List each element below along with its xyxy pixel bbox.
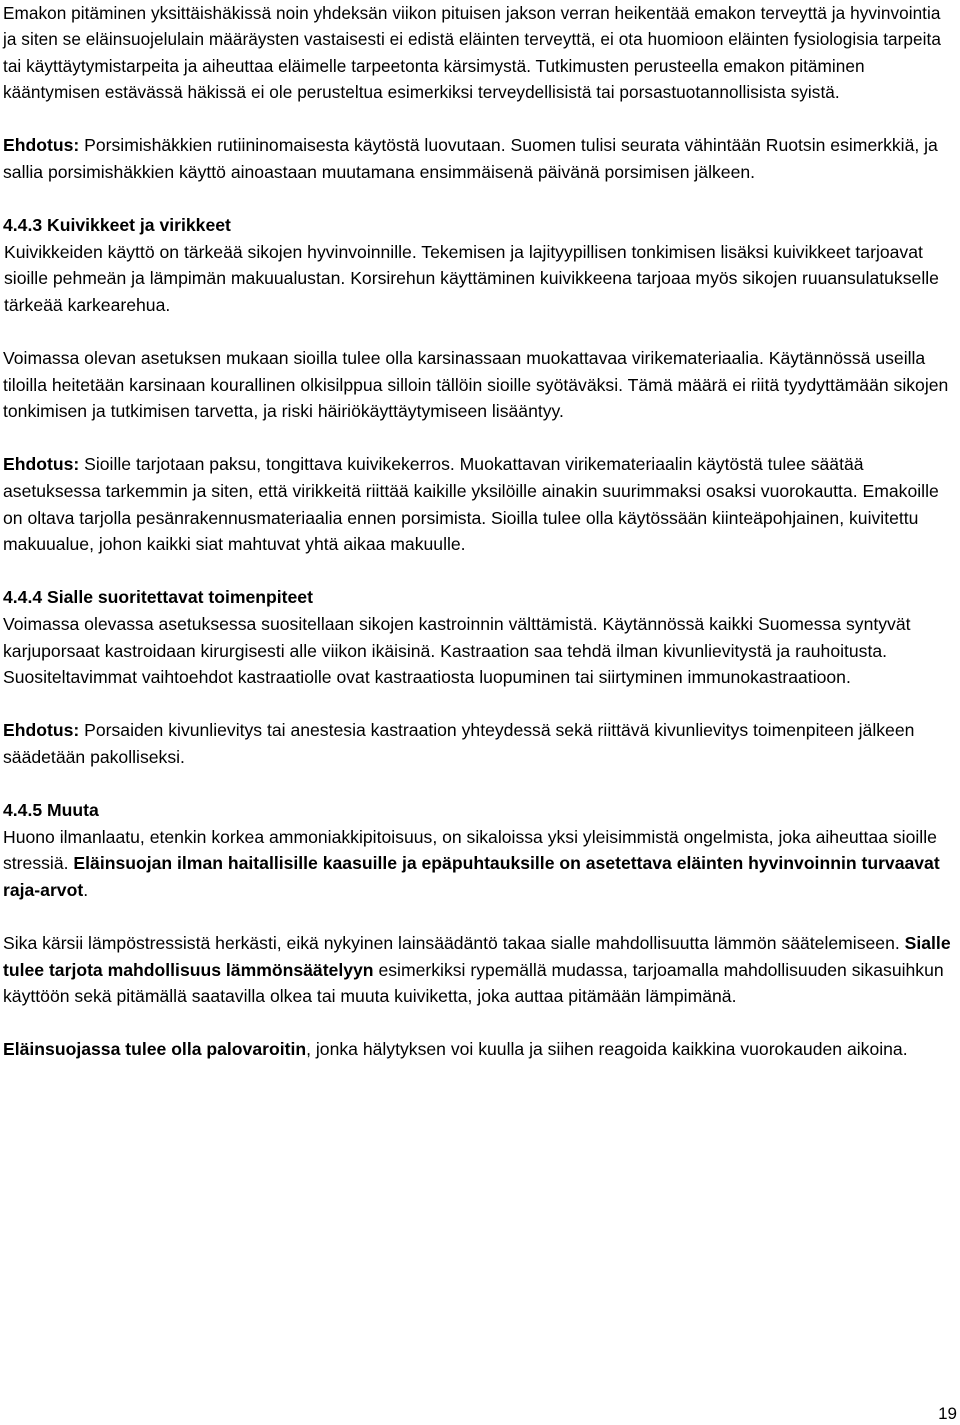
paragraph-fire-alarm bbox=[3, 1036, 955, 1063]
paragraph-air-quality bbox=[3, 824, 955, 904]
paragraph-proposal-bedding bbox=[3, 451, 955, 557]
emphasis-text: Eläinsuojassa tulee olla palovaroitin bbox=[3, 1039, 307, 1060]
section-heading-4-4-5: 4.4.5 Muuta bbox=[3, 800, 99, 821]
proposal-text: Porsimishäkkien rutiininomaisesta käytöstä luovutaan. Suomen tulisi seurata vähintään Ruotsin esimerkkiä, ja sallia porsimishäkkien käyttö ainoastaan muutamana ensimmäisenä päivänä porsimisen jälkeen. bbox=[3, 135, 938, 182]
page-number: 19 bbox=[938, 1404, 957, 1423]
paragraph-proposal-farrowing-cages bbox=[3, 132, 955, 185]
emphasis-text: Sialle tulee tarjota mahdollisuus lämmönsäätelyyn bbox=[3, 933, 951, 980]
spacer bbox=[3, 691, 955, 718]
paragraph-text: . bbox=[83, 879, 89, 900]
paragraph-current-regulation-enrichment: Voimassa olevan asetuksen mukaan sioilla tulee olla karsinassaan muokattavaa virikemateriaalia. Käytännössä useilla tiloilla heitetään karsinaan kourallinen olkisilppua silloin tällöin sioille syötäväksi. Tämä määrä ei riitä tyydyttämään sikojen tonkimisen ja tutkimisen tarvetta, ja riski häiriökäyttäytymiseen lisääntyy. bbox=[3, 347, 949, 422]
paragraph-text: Sika kärsii lämpöstressistä herkästi, eikä nykyinen lainsäädäntö takaa sialle mahdollisuutta lämmön säätelemiseen. bbox=[3, 933, 905, 954]
spacer bbox=[3, 425, 955, 452]
paragraph-text: Huono ilmanlaatu, etenkin korkea ammoniakkipitoisuus, on sikaloissa yksi yleisimmistä ongelmista, joka aiheuttaa sioille stressiä. bbox=[3, 826, 937, 874]
proposal-text: Porsaiden kivunlievitys tai anestesia kastraation yhteydessä sekä riittävä kivunlievitys toimenpiteen jälkeen säädetään pakolliseksi. bbox=[3, 720, 915, 767]
document-page bbox=[3, 0, 955, 1063]
spacer bbox=[3, 185, 955, 212]
proposal-label: Ehdotus: bbox=[3, 135, 80, 156]
spacer bbox=[3, 770, 955, 797]
paragraph-text: , jonka hälytyksen voi kuulla ja siihen reagoida kaikkina vuorokauden aikoina. bbox=[306, 1039, 908, 1060]
spacer bbox=[3, 106, 955, 133]
paragraph-heat-stress bbox=[3, 930, 955, 1010]
spacer bbox=[3, 903, 955, 930]
emphasis-text: Eläinsuojan ilman haitallisille kaasuille ja epäpuhtauksille on asetettava eläinten hyvinvoinnin turvaavat raja-arvot bbox=[3, 853, 940, 900]
spacer bbox=[3, 558, 955, 585]
paragraph-bedding-importance: Kuivikkeiden käyttö on tärkeää sikojen hyvinvoinnille. Tekemisen ja lajityypillisen tonkimisen lisäksi kuivikkeet tarjoavat sioille pehmeän ja lämpimän makuualustan. Korsirehun käyttäminen kuivikkeena tarjoaa myös sikojen ruuansulatukselle tärkeää karkearehua. bbox=[4, 241, 939, 315]
proposal-label: Ehdotus: bbox=[3, 454, 80, 475]
paragraph-castration: Voimassa olevassa asetuksessa suositellaan sikojen kastroinnin välttämistä. Käytännössä kaikki Suomessa syntyvät karjuporsaat kastroidaan kirurgisesti alle viikon ikäisinä. Kastraation saa tehdä ilman kivunlievitystä ja rauhoitusta. Suositeltavimmat vaihtoehdot kastraatiolle ovat kastraatiosta luopuminen tai siirtyminen immunokastraatioon. bbox=[3, 613, 911, 688]
proposal-text: Sioille tarjotaan paksu, tongittava kuivikekerros. Muokattavan virikemateriaalin käytöstä tulee säätää asetuksessa tarkemmin ja siten, että virikkeitä riittää kaikille yksilöille ainakin suurimmaksi osaksi vuorokautta. Emakoille on oltava tarjolla pesänrakennusmateriaalia ennen porsimista. Sioilla tulee olla käytössään kiinteäpohjainen, kuivitettu makuualue, johon kaikki siat mahtuvat yhtä aikaa makuulle. bbox=[3, 454, 939, 555]
section-heading-4-4-4: 4.4.4 Sialle suoritettavat toimenpiteet bbox=[3, 587, 313, 608]
section-heading-4-4-3: 4.4.3 Kuivikkeet ja virikkeet bbox=[3, 215, 231, 235]
paragraph-text: esimerkiksi rypemällä mudassa, tarjoamalla mahdollisuuden sikasuihkun käyttöön sekä pitämällä saatavilla olkea tai muuta kuiviketta, joka auttaa pitämään lämpimänä. bbox=[3, 959, 944, 1007]
spacer bbox=[3, 1010, 955, 1037]
spacer bbox=[3, 318, 955, 345]
paragraph-proposal-pain-relief bbox=[3, 717, 955, 770]
paragraph-cage-welfare: Emakon pitäminen yksittäishäkissä noin yhdeksän viikon pituisen jakson verran heikentää emakon terveyttä ja hyvinvointia ja siten se eläinsuojelulain määräysten vastaisesti ei edistä eläinten terveyttä, ei ota huomioon eläinten fysiologisia tarpeita tai käyttäytymistarpeita ja aiheuttaa eläimelle tarpeetonta kärsimystä. Tutkimusten perusteella emakon pitäminen kääntymisen estävässä häkissä ei ole perusteltua esimerkiksi terveydellisistä tai porsastuotannollisista syistä. bbox=[3, 3, 941, 103]
proposal-label: Ehdotus: bbox=[3, 720, 80, 741]
